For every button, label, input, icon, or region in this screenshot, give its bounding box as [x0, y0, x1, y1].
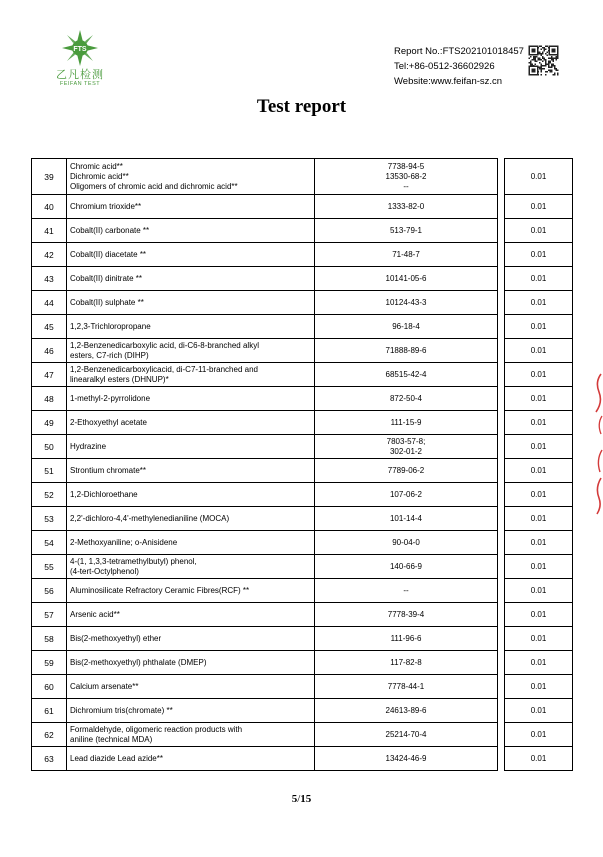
report-number: Report No.:FTS202101018457: [394, 46, 524, 57]
substance-name: [67, 411, 315, 435]
cas-number: [315, 531, 498, 555]
row-number: 47: [32, 363, 67, 387]
cas-number: [315, 219, 498, 243]
cas-number: [315, 483, 498, 507]
substance-name: [67, 723, 315, 747]
cas-number-line: 111-15-9: [390, 417, 422, 427]
cas-number: [315, 747, 498, 771]
table-row: [32, 291, 573, 315]
row-number: 57: [32, 603, 67, 627]
cas-number-line: 117-82-8: [390, 657, 422, 667]
row-number: 53: [32, 507, 67, 531]
substance-name: [67, 387, 315, 411]
row-number: 62: [32, 723, 67, 747]
column-gap: [498, 291, 505, 315]
substance-name: [67, 159, 315, 195]
column-gap: [498, 435, 505, 459]
substance-name: [67, 627, 315, 651]
limit-value: 0.01: [505, 315, 573, 339]
cas-number-line: 13530-68-2: [385, 171, 427, 181]
substance-name-line: Oligomers of chromic acid and dichromic acid**: [70, 181, 238, 191]
table-row: [32, 627, 573, 651]
substance-name-line: Cobalt(II) carbonate **: [70, 225, 150, 235]
table-row: [32, 315, 573, 339]
cas-number-line: 13424-46-9: [385, 753, 427, 763]
column-gap: [498, 747, 505, 771]
substance-name: [67, 195, 315, 219]
substance-name-line: esters, C7-rich (DIHP): [70, 350, 149, 360]
row-number: 51: [32, 459, 67, 483]
table-row: [32, 483, 573, 507]
limit-value: 0.01: [505, 459, 573, 483]
cas-number-line: 7803-57-8;: [386, 436, 426, 446]
substance-name-line: Cobalt(II) diacetate **: [70, 249, 147, 259]
row-number: 52: [32, 483, 67, 507]
substance-name-line: 2-Ethoxyethyl acetate: [70, 417, 147, 427]
substance-name: [67, 219, 315, 243]
row-number: 41: [32, 219, 67, 243]
substance-name: [67, 363, 315, 387]
limit-value: 0.01: [505, 411, 573, 435]
cas-number: [315, 315, 498, 339]
limit-value: 0.01: [505, 531, 573, 555]
cas-number-line: 96-18-4: [392, 321, 420, 331]
column-gap: [498, 603, 505, 627]
substance-name-line: Bis(2-methoxyethyl) ether: [70, 633, 162, 643]
substance-name-line: Aluminosilicate Refractory Ceramic Fibres(RCF) **: [70, 585, 250, 595]
table-row: [32, 339, 573, 363]
row-number: 60: [32, 675, 67, 699]
substance-name: [67, 747, 315, 771]
cas-number: [315, 459, 498, 483]
telephone: Tel:+86-0512-36602926: [394, 61, 495, 72]
cas-number: [315, 555, 498, 579]
row-number: 49: [32, 411, 67, 435]
row-number: 63: [32, 747, 67, 771]
cas-number-line: 7778-44-1: [387, 681, 425, 691]
row-number: 50: [32, 435, 67, 459]
table-row: [32, 555, 573, 579]
cas-number-line: 872-50-4: [389, 393, 423, 403]
cas-number-line: 90-04-0: [392, 537, 420, 547]
table-row: [32, 651, 573, 675]
substance-name: [67, 651, 315, 675]
substance-name: [67, 267, 315, 291]
cas-number: [315, 579, 498, 603]
cas-number: [315, 675, 498, 699]
substance-name-line: 2-Methoxyaniline; o-Anisidene: [70, 537, 178, 547]
column-gap: [498, 651, 505, 675]
substance-name: [67, 483, 315, 507]
cas-number: [315, 435, 498, 459]
current-page: 5: [291, 793, 298, 805]
substance-name-line: Strontium chromate**: [70, 465, 147, 475]
page-separator: /: [297, 793, 301, 805]
table-row: [32, 579, 573, 603]
substance-name: [67, 435, 315, 459]
limit-value: 0.01: [505, 339, 573, 363]
limit-value: 0.01: [505, 363, 573, 387]
seal-mark-icon-2: [592, 448, 603, 518]
substance-name: [67, 675, 315, 699]
limit-value: 0.01: [505, 243, 573, 267]
limit-value: 0.01: [505, 483, 573, 507]
substance-name-line: Cobalt(II) sulphate **: [70, 297, 144, 307]
cas-number-line: --: [403, 585, 409, 595]
cas-number-line: 101-14-4: [389, 513, 423, 523]
column-gap: [498, 555, 505, 579]
row-number: 45: [32, 315, 67, 339]
table-row: [32, 459, 573, 483]
row-number: 44: [32, 291, 67, 315]
cas-number: [315, 723, 498, 747]
logo-emblem-icon: [60, 28, 100, 68]
limit-value: 0.01: [505, 675, 573, 699]
substance-name-line: 2,2'-dichloro-4,4'-methylenedianiline (MOCA): [70, 513, 230, 523]
cas-number: [315, 387, 498, 411]
row-number: 42: [32, 243, 67, 267]
substance-name-line: (4-tert-Octylphenol): [70, 566, 139, 576]
table-row: [32, 195, 573, 219]
qr-code-icon: [528, 44, 559, 77]
row-number: 39: [32, 159, 67, 195]
limit-value: 0.01: [505, 267, 573, 291]
table-row: [32, 435, 573, 459]
table-row: [32, 747, 573, 771]
cas-number-line: 107-06-2: [389, 489, 423, 499]
column-gap: [498, 219, 505, 243]
substance-name: [67, 339, 315, 363]
cas-number: [315, 411, 498, 435]
cas-number: [315, 627, 498, 651]
limit-value: 0.01: [505, 579, 573, 603]
column-gap: [498, 723, 505, 747]
company-logo: [52, 28, 108, 94]
cas-number-line: 513-79-1: [389, 225, 423, 235]
table-row: [32, 243, 573, 267]
cas-number-line: 111-96-6: [390, 633, 422, 643]
substance-name: [67, 579, 315, 603]
cas-number-line: 71-48-7: [392, 249, 420, 259]
logo-name-cn: 乙凡检测: [56, 69, 104, 81]
substance-name-line: Dichromic acid**: [70, 171, 129, 181]
table-row: [32, 723, 573, 747]
column-gap: [498, 411, 505, 435]
substance-name-line: linearalkyl esters (DHNUP)*: [70, 374, 169, 384]
column-gap: [498, 159, 505, 195]
table-row: [32, 411, 573, 435]
substance-name-line: Arsenic acid**: [70, 609, 120, 619]
substance-name-line: 1,2-Dichloroethane: [70, 489, 138, 499]
seal-mark-icon: [592, 372, 603, 442]
table-row: [32, 159, 573, 195]
cas-number-line: 25214-70-4: [385, 729, 427, 739]
limit-value: 0.01: [505, 507, 573, 531]
substance-name-line: Chromic acid**: [70, 161, 123, 171]
cas-number-line: --: [403, 181, 409, 191]
column-gap: [498, 531, 505, 555]
row-number: 59: [32, 651, 67, 675]
page-number: [0, 793, 603, 805]
table-row: [32, 603, 573, 627]
substance-name-line: Bis(2-methoxyethyl) phthalate (DMEP): [70, 657, 207, 667]
table-row: [32, 219, 573, 243]
column-gap: [498, 675, 505, 699]
substance-name-line: 1,2-Benzenedicarboxylic acid, di-C6-8-branched alkyl: [70, 340, 259, 350]
table-row: [32, 507, 573, 531]
column-gap: [498, 339, 505, 363]
website: Website:www.feifan-sz.cn: [394, 76, 503, 87]
table-row: [32, 267, 573, 291]
table-row: [32, 363, 573, 387]
substance-name-line: Cobalt(II) dinitrate **: [70, 273, 143, 283]
row-number: 56: [32, 579, 67, 603]
table-row: [32, 531, 573, 555]
limit-value: 0.01: [505, 747, 573, 771]
substance-name-line: Hydrazine: [70, 441, 107, 451]
column-gap: [498, 627, 505, 651]
row-number: 40: [32, 195, 67, 219]
cas-number: [315, 699, 498, 723]
cas-number: [315, 291, 498, 315]
limit-value: 0.01: [505, 651, 573, 675]
page-title: Test report: [256, 96, 347, 117]
column-gap: [498, 387, 505, 411]
cas-number-line: 7738-94-5: [387, 161, 425, 171]
cas-number: [315, 159, 498, 195]
logo-name-en: FEIFAN TEST: [59, 81, 101, 87]
limit-value: 0.01: [505, 555, 573, 579]
cas-number: [315, 363, 498, 387]
cas-number: [315, 267, 498, 291]
column-gap: [498, 195, 505, 219]
row-number: 48: [32, 387, 67, 411]
cas-number-line: 71888-89-6: [385, 345, 427, 355]
limit-value: 0.01: [505, 291, 573, 315]
substance-name: [67, 291, 315, 315]
substance-name: [67, 315, 315, 339]
row-number: 54: [32, 531, 67, 555]
cas-number: [315, 195, 498, 219]
row-number: 61: [32, 699, 67, 723]
cas-number: [315, 243, 498, 267]
row-number: 58: [32, 627, 67, 651]
substance-name-line: 1-methyl-2-pyrrolidone: [70, 393, 151, 403]
substance-name: [67, 555, 315, 579]
cas-number-line: 68515-42-4: [385, 369, 427, 379]
column-gap: [498, 699, 505, 723]
cas-number-line: 7789-06-2: [387, 465, 425, 475]
cas-number: [315, 651, 498, 675]
limit-value: 0.01: [505, 159, 573, 195]
substance-name-line: 1,2-Benzenedicarboxylicacid, di-C7-11-branched and: [70, 364, 258, 374]
column-gap: [498, 243, 505, 267]
limit-value: 0.01: [505, 723, 573, 747]
row-number: 46: [32, 339, 67, 363]
cas-number-line: 140-66-9: [389, 561, 423, 571]
substance-name: [67, 459, 315, 483]
substance-name-line: Calcium arsenate**: [70, 681, 139, 691]
column-gap: [498, 459, 505, 483]
column-gap: [498, 267, 505, 291]
table-row: [32, 699, 573, 723]
cas-number-line: 24613-89-6: [385, 705, 427, 715]
column-gap: [498, 507, 505, 531]
cas-number-line: 7778-39-4: [387, 609, 425, 619]
substance-name-line: Chromium trioxide**: [70, 201, 142, 211]
substance-name: [67, 603, 315, 627]
report-info: [394, 44, 524, 89]
limit-value: 0.01: [505, 195, 573, 219]
table-row: [32, 675, 573, 699]
results-table: [31, 158, 573, 771]
substance-name-line: Dichromium tris(chromate) **: [70, 705, 173, 715]
limit-value: 0.01: [505, 219, 573, 243]
logo-mark-text: FTS: [73, 46, 87, 53]
substance-name-line: 4-(1, 1,3,3-tetramethylbutyl) phenol,: [70, 556, 197, 566]
substance-name: [67, 243, 315, 267]
cas-number-line: 302-01-2: [389, 446, 423, 456]
substance-name-line: 1,2,3-Trichloropropane: [70, 321, 151, 331]
cas-number: [315, 507, 498, 531]
table-row: [32, 387, 573, 411]
total-pages: 15: [300, 793, 312, 805]
substance-name: [67, 507, 315, 531]
cas-number-line: 1333-82-0: [387, 201, 425, 211]
limit-value: 0.01: [505, 627, 573, 651]
limit-value: 0.01: [505, 603, 573, 627]
column-gap: [498, 363, 505, 387]
cas-number: [315, 603, 498, 627]
cas-number-line: 10141-05-6: [385, 273, 427, 283]
limit-value: 0.01: [505, 435, 573, 459]
substance-name-line: Formaldehyde, oligomeric reaction products with: [70, 724, 243, 734]
cas-number: [315, 339, 498, 363]
row-number: 55: [32, 555, 67, 579]
substance-name-line: aniline (technical MDA): [70, 734, 153, 744]
column-gap: [498, 315, 505, 339]
substance-name: [67, 699, 315, 723]
substance-name: [67, 531, 315, 555]
limit-value: 0.01: [505, 699, 573, 723]
column-gap: [498, 483, 505, 507]
limit-value: 0.01: [505, 387, 573, 411]
substance-name-line: Lead diazide Lead azide**: [70, 753, 163, 763]
cas-number-line: 10124-43-3: [385, 297, 427, 307]
row-number: 43: [32, 267, 67, 291]
column-gap: [498, 579, 505, 603]
